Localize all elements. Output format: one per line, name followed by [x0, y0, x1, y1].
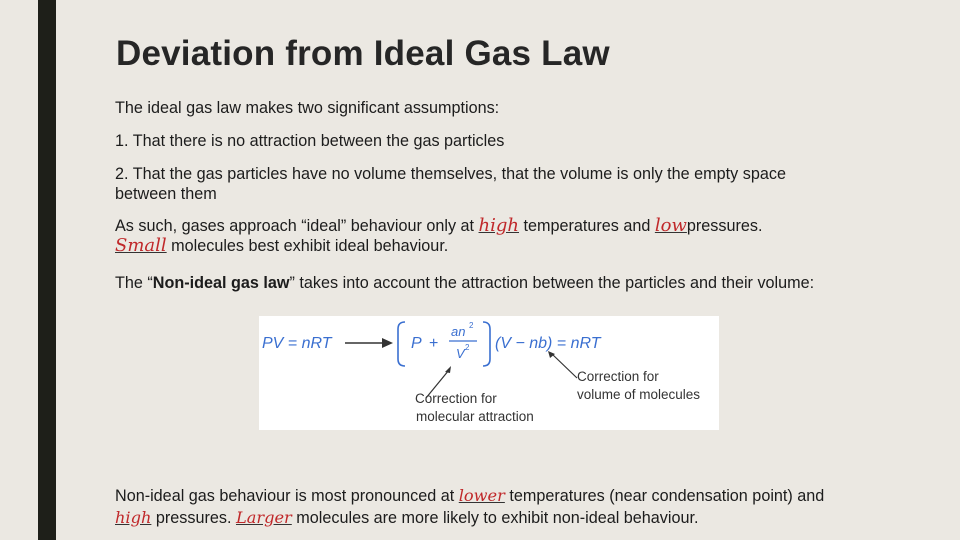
text-segment: ” takes into account the attraction between the particles and their volume: — [289, 274, 815, 292]
text-segment: molecules are more likely to exhibit non-ideal behaviour. — [291, 509, 699, 527]
attraction-label-line1: Correction for — [415, 391, 497, 406]
numerator-exponent: 2 — [469, 321, 474, 330]
volume-term: (V − nb) = nRT — [495, 335, 601, 352]
pressure-symbol: P — [411, 335, 422, 352]
text-segment: molecules best exhibit ideal behaviour. — [166, 237, 449, 255]
intro-text: The ideal gas law makes two significant assumptions: — [115, 99, 500, 117]
assumption-2: 2. That the gas particles have no volume themselves, that the volume is only the empty space between them — [115, 165, 786, 203]
handwritten-small: Small — [115, 235, 167, 256]
left-accent-bar — [38, 0, 56, 540]
non-ideal-gas-law-term: Non-ideal gas law — [152, 274, 290, 292]
right-paren — [483, 322, 490, 366]
text-segment: pressures. — [151, 509, 236, 527]
text-segment: As such, gases approach “ideal” behaviour only at — [115, 217, 479, 235]
text-segment: pressures. — [686, 217, 763, 235]
attraction-pointer-head — [445, 366, 451, 373]
handwritten-high: high — [478, 215, 519, 236]
ideal-conditions-text — [115, 216, 845, 256]
left-paren — [398, 322, 405, 366]
volume-label-line1: Correction for — [577, 369, 659, 384]
plus-sign: + — [429, 335, 439, 352]
ideal-gas-equation: PV = nRT — [262, 335, 332, 352]
handwritten-lower: lower — [458, 486, 505, 505]
handwritten-larger: Larger — [235, 508, 292, 527]
text-segment: temperatures and — [519, 217, 655, 235]
text-segment: The “ — [115, 274, 153, 292]
handwritten-low: low — [654, 215, 687, 236]
equation-diagram — [259, 316, 719, 430]
slide-title: Deviation from Ideal Gas Law — [116, 34, 610, 73]
non-ideal-intro — [115, 273, 830, 293]
text-segment: temperatures (near condensation point) and — [504, 487, 825, 505]
non-ideal-conditions-text — [115, 485, 860, 529]
denominator-exponent: 2 — [465, 343, 470, 352]
arrow-head — [382, 338, 393, 348]
volume-label-line2: volume of molecules — [577, 387, 701, 402]
handwritten-high: high — [115, 508, 152, 527]
fraction-numerator: an — [451, 324, 466, 339]
attraction-label-line2: molecular attraction — [416, 409, 534, 424]
volume-pointer — [552, 354, 577, 378]
assumption-1: 1. That there is no attraction between the gas particles — [115, 132, 505, 150]
volume-pointer-head — [548, 351, 555, 358]
text-segment: Non-ideal gas behaviour is most pronounced at — [115, 487, 459, 505]
van-der-waals-equation-figure — [259, 316, 719, 430]
fraction-denominator: V — [456, 346, 465, 361]
